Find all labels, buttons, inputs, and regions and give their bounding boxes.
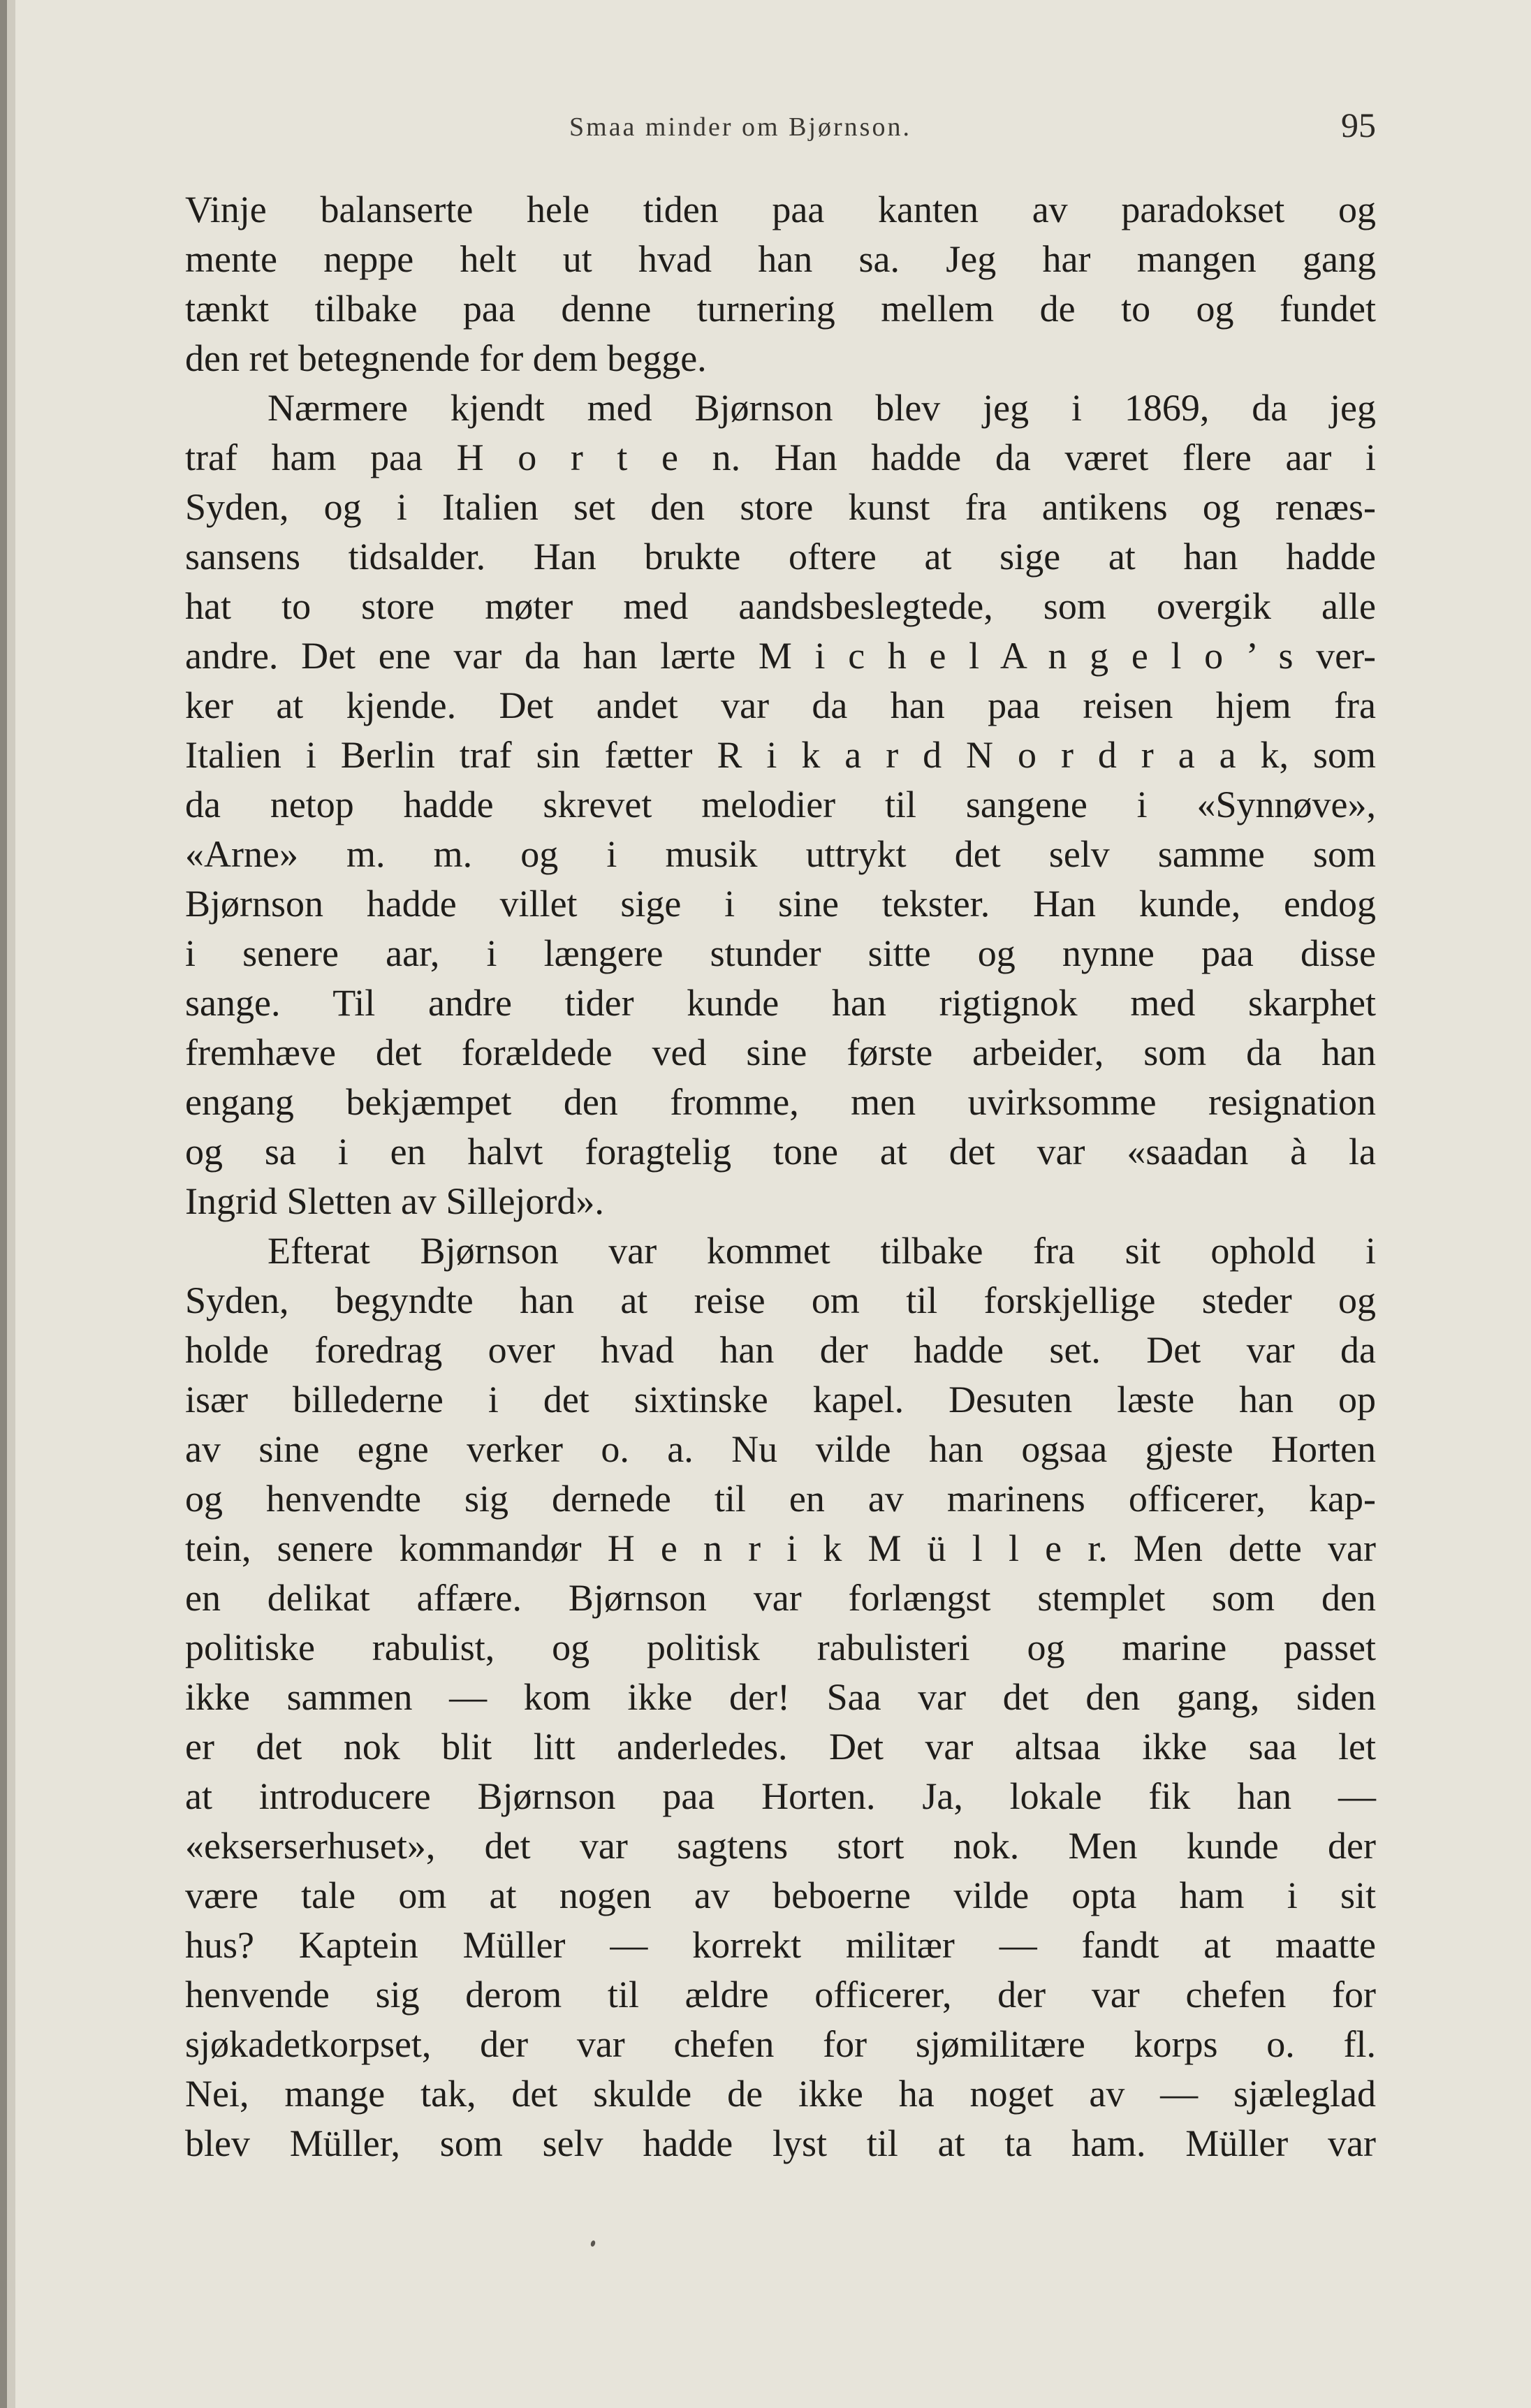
text-line: da netop hadde skrevet melodier til sangene i «Synnøve», [185, 784, 1376, 825]
text-line: tænkt tilbake paa denne turnering mellem de to og fundet [185, 288, 1376, 330]
text-line: og henvendte sig dernede til en av marinens officerer, kap- [185, 1478, 1376, 1520]
text-line: blev Müller, som selv hadde lyst til at ta ham. Müller var [185, 2122, 1376, 2164]
text-line: traf ham paa H o r t e n. Han hadde da været flere aar i [185, 436, 1376, 478]
text-line: og sa i en halvt foragtelig tone at det var «saadan à la [185, 1131, 1376, 1173]
running-head [185, 105, 1376, 154]
text-line: henvende sig derom til ældre officerer, der var chefen for [185, 1974, 1376, 2016]
text-line: at introducere Bjørnson paa Horten. Ja, lokale fik han — [185, 1775, 1376, 1817]
text-line: en delikat affære. Bjørnson var forlængst stemplet som den [185, 1577, 1376, 1619]
text-line: andre. Det ene var da han lærte M i c h e l A n g e l o ’ s ver- [185, 635, 1376, 677]
text-line: «ekserserhuset», det var sagtens stort nok. Men kunde der [185, 1825, 1376, 1867]
text-line: den ret betegnende for dem begge. [185, 337, 707, 379]
text-line: sansens tidsalder. Han brukte oftere at sige at han hadde [185, 536, 1376, 578]
body-text [185, 185, 1376, 2168]
text-line: Ingrid Sletten av Sillejord». [185, 1180, 604, 1222]
text-line: Nei, mange tak, det skulde de ikke ha noget av — sjæleglad [185, 2073, 1376, 2115]
text-line: av sine egne verker o. a. Nu vilde han ogsaa gjeste Horten [185, 1428, 1376, 1470]
page-binding-shadow [7, 0, 15, 2408]
text-line: Efterat Bjørnson var kommet tilbake fra sit ophold i [268, 1230, 1376, 1272]
page-binding-edge [0, 0, 7, 2408]
text-line: engang bekjæmpet den fromme, men uvirksomme resignation [185, 1081, 1376, 1123]
text-line: fremhæve det forældede ved sine første arbeider, som da han [185, 1032, 1376, 1073]
text-line: Nærmere kjendt med Bjørnson blev jeg i 1869, da jeg [268, 387, 1376, 429]
text-line: sjøkadetkorpset, der var chefen for sjømilitære korps o. fl. [185, 2023, 1376, 2065]
ink-speck [590, 2240, 596, 2247]
text-line: især billederne i det sixtinske kapel. Desuten læste han op [185, 1379, 1376, 1420]
text-line: Vinje balanserte hele tiden paa kanten av paradokset og [185, 189, 1376, 230]
text-line: Bjørnson hadde villet sige i sine tekster. Han kunde, endog [185, 883, 1376, 925]
text-line: ker at kjende. Det andet var da han paa reisen hjem fra [185, 684, 1376, 726]
page-number: 95 [1341, 105, 1376, 145]
text-line: holde foredrag over hvad han der hadde set. Det var da [185, 1329, 1376, 1371]
text-line: hat to store møter med aandsbeslegtede, som overgik alle [185, 585, 1376, 627]
text-line: «Arne» m. m. og i musik uttrykt det selv samme som [185, 833, 1376, 875]
text-line: Syden, begyndte han at reise om til forskjellige steder og [185, 1279, 1376, 1321]
running-title: Smaa minder om Bjørnson. [569, 112, 911, 142]
text-line: ikke sammen — kom ikke der! Saa var det den gang, siden [185, 1676, 1376, 1718]
text-line: mente neppe helt ut hvad han sa. Jeg har mangen gang [185, 238, 1376, 280]
text-line: sange. Til andre tider kunde han rigtignok med skarphet [185, 982, 1376, 1024]
text-line: Italien i Berlin traf sin fætter R i k a r d N o r d r a a k, som [185, 734, 1376, 776]
text-line: tein, senere kommandør H e n r i k M ü l l e r. Men dette var [185, 1527, 1376, 1569]
text-line: være tale om at nogen av beboerne vilde opta ham i sit [185, 1874, 1376, 1916]
text-line: hus? Kaptein Müller — korrekt militær — fandt at maatte [185, 1924, 1376, 1966]
text-line: i senere aar, i længere stunder sitte og nynne paa disse [185, 932, 1376, 974]
text-line: politiske rabulist, og politisk rabulisteri og marine passet [185, 1627, 1376, 1668]
text-line: Syden, og i Italien set den store kunst fra antikens og renæs- [185, 486, 1376, 528]
text-line: er det nok blit litt anderledes. Det var altsaa ikke saa let [185, 1726, 1376, 1768]
